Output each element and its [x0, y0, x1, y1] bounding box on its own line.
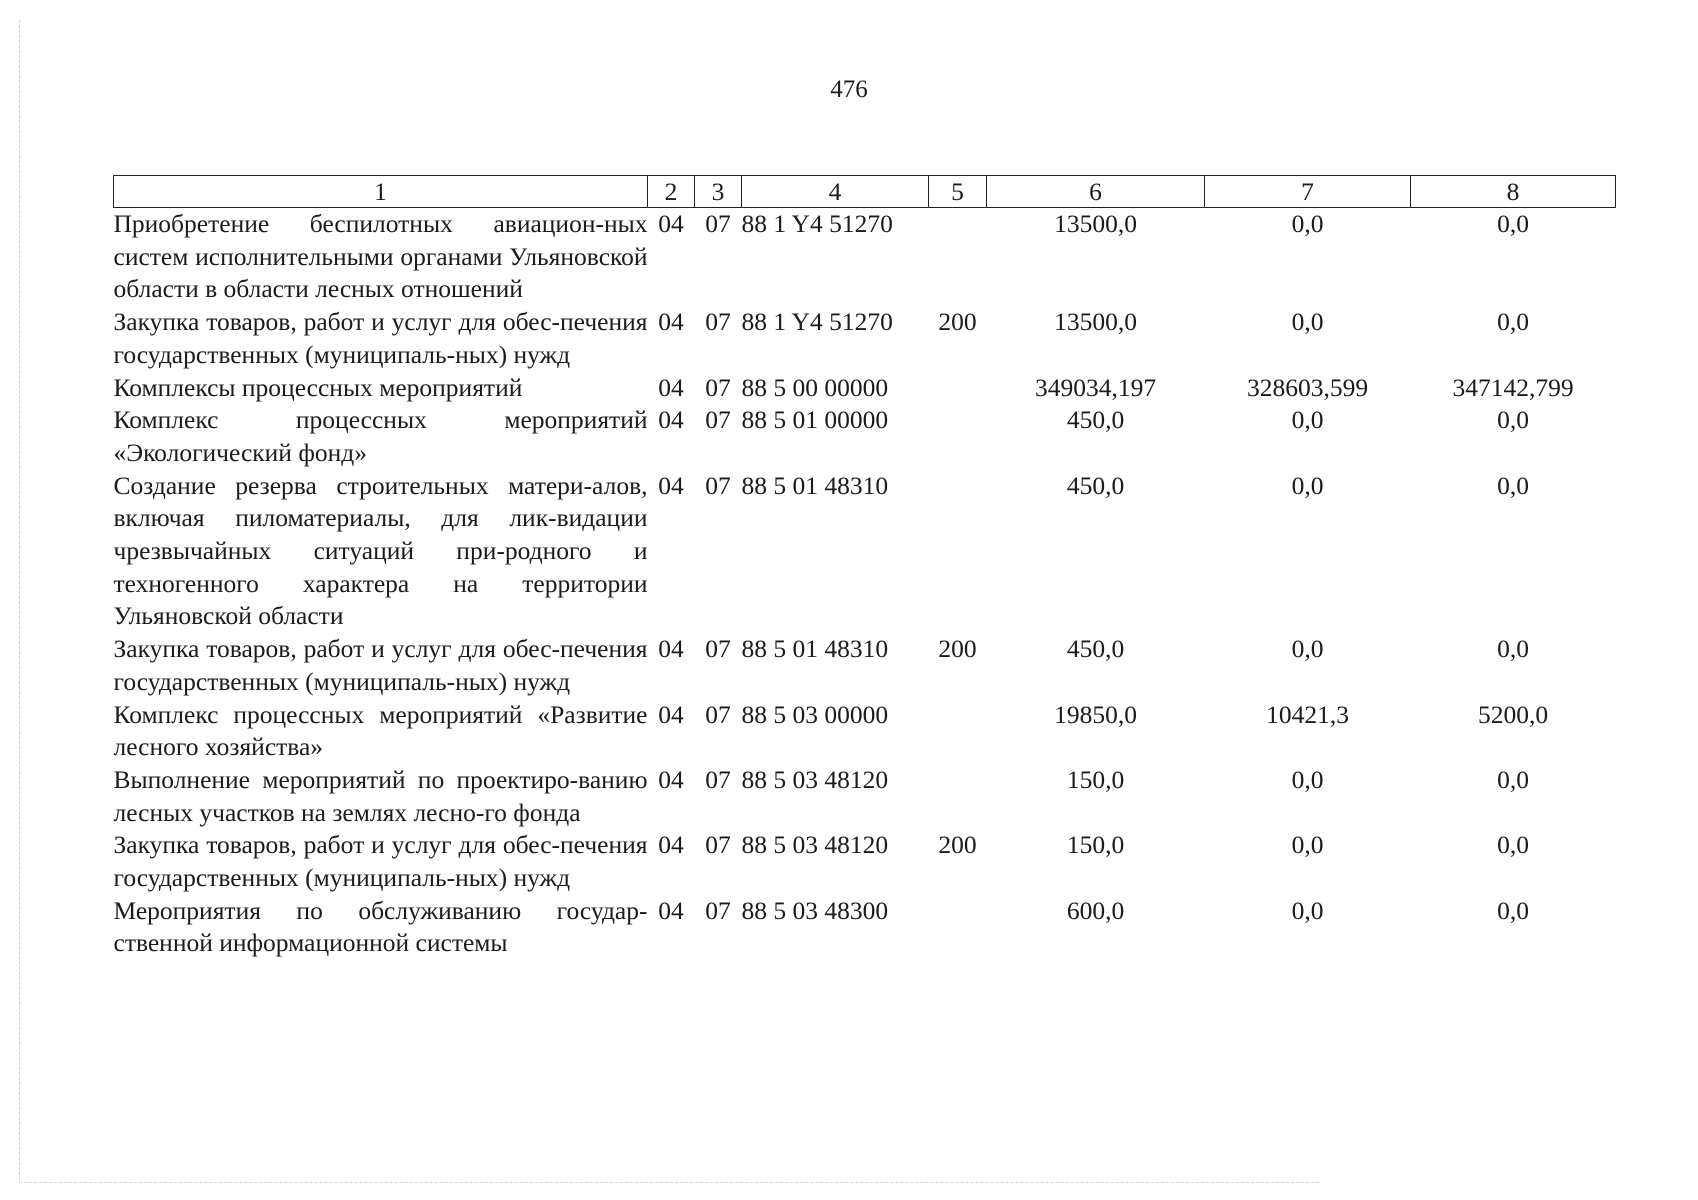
amount-col7: 10421,3 — [1266, 699, 1349, 729]
amount-col6: 450,0 — [1066, 470, 1125, 500]
row-description: Мероприятия по обслуживанию государ-ственной информационной системы — [113, 895, 648, 958]
column-header: 4 — [742, 176, 929, 208]
expense-type-code — [929, 470, 987, 634]
amount-col8: 5200,0 — [1477, 699, 1549, 729]
amount-col8: 0,0 — [1497, 895, 1529, 925]
subsection-code: 07 — [705, 307, 731, 337]
section-code: 04 — [658, 764, 684, 794]
amount-col7: 0,0 — [1291, 470, 1324, 500]
row-description: Закупка товаров, работ и услуг для обес-печения государственных (муниципаль-ных) нужд — [113, 307, 648, 369]
table-row — [114, 699, 1616, 764]
subsection-code: 07 — [705, 895, 731, 925]
amount-col7: 0,0 — [1291, 895, 1324, 925]
expense-type-code: 200 — [938, 830, 977, 860]
subsection-code: 07 — [705, 209, 731, 238]
row-description: Комплекс процессных мероприятий «Развитие лесного хозяйства» — [113, 699, 648, 762]
row-description: Приобретение беспилотных авиацион-ных систем исполнительными органами Ульяновской области в области лесных отношений — [113, 209, 648, 304]
target-article-code: 88 5 01 48310 — [741, 634, 889, 664]
section-code: 04 — [658, 470, 684, 500]
table-row — [114, 208, 1616, 307]
column-header: 3 — [695, 176, 742, 208]
page-number: 476 — [830, 76, 868, 103]
amount-col8: 0,0 — [1497, 634, 1529, 664]
amount-col7: 0,0 — [1291, 634, 1324, 664]
expense-type-code: 200 — [938, 634, 977, 664]
subsection-code: 07 — [705, 470, 731, 500]
target-article-code: 88 1 Y4 51270 — [741, 209, 893, 238]
scan-border-left — [19, 20, 20, 1180]
amount-col6: 19850,0 — [1054, 699, 1137, 729]
amount-col6: 150,0 — [1066, 764, 1125, 794]
amount-col7: 0,0 — [1291, 405, 1324, 435]
column-header: 2 — [648, 176, 695, 208]
column-header: 5 — [929, 176, 987, 208]
table-row — [114, 764, 1616, 829]
target-article-code: 88 5 03 00000 — [741, 699, 889, 729]
row-description: Комплексы процессных мероприятий — [113, 372, 523, 402]
amount-col8: 347142,799 — [1452, 372, 1574, 402]
table-row — [114, 470, 1616, 634]
row-description: Создание резерва строительных матери-алов, включая пиломатериалы, для лик-видации чрезвычайных ситуаций при-родного и техногенного характера на территории Ульяновской области — [113, 470, 648, 631]
table-row — [114, 404, 1616, 469]
subsection-code: 07 — [705, 372, 731, 402]
amount-col7: 0,0 — [1291, 830, 1324, 860]
target-article-code: 88 5 00 00000 — [741, 372, 889, 402]
target-article-code: 88 5 01 00000 — [741, 405, 889, 435]
amount-col6: 450,0 — [1066, 405, 1125, 435]
target-article-code: 88 5 03 48120 — [741, 830, 889, 860]
table-row — [114, 372, 1616, 405]
amount-col6: 150,0 — [1066, 830, 1125, 860]
section-code: 04 — [658, 830, 684, 860]
column-header: 7 — [1205, 176, 1411, 208]
row-description: Закупка товаров, работ и услуг для обес-печения государственных (муниципаль-ных) нужд — [113, 634, 648, 696]
amount-col6: 600,0 — [1066, 895, 1125, 925]
amount-col8: 0,0 — [1497, 405, 1529, 435]
table-row — [114, 895, 1616, 960]
subsection-code: 07 — [705, 699, 731, 729]
amount-col8: 0,0 — [1497, 830, 1529, 860]
row-description: Закупка товаров, работ и услуг для обес-печения государственных (муниципаль-ных) нужд — [113, 830, 648, 893]
table-row — [114, 306, 1616, 371]
subsection-code: 07 — [705, 634, 731, 664]
amount-col7: 328603,599 — [1246, 372, 1369, 402]
expense-type-code — [929, 372, 987, 405]
table-header-row — [114, 176, 1616, 208]
amount-col6: 13500,0 — [1054, 307, 1137, 337]
amount-col6: 450,0 — [1066, 634, 1125, 664]
target-article-code: 88 1 Y4 51270 — [741, 307, 893, 337]
column-header: 1 — [114, 176, 648, 208]
target-article-code: 88 5 03 48120 — [741, 764, 889, 794]
row-description: Комплекс процессных мероприятий «Экологический фонд» — [113, 405, 648, 467]
table-row — [114, 633, 1616, 698]
subsection-code: 07 — [705, 405, 731, 435]
amount-col7: 0,0 — [1291, 764, 1324, 794]
section-code: 04 — [658, 209, 684, 238]
expense-type-code — [929, 699, 987, 764]
target-article-code: 88 5 03 48300 — [741, 895, 889, 925]
expense-type-code — [929, 404, 987, 469]
expense-type-code — [929, 208, 987, 307]
amount-col8: 0,0 — [1497, 470, 1529, 500]
amount-col6: 349034,197 — [1034, 372, 1157, 402]
section-code: 04 — [658, 307, 684, 337]
section-code: 04 — [658, 699, 684, 729]
table-row — [114, 829, 1616, 894]
column-header: 6 — [987, 176, 1205, 208]
expense-type-code: 200 — [938, 307, 977, 337]
subsection-code: 07 — [705, 764, 731, 794]
row-description: Выполнение мероприятий по проектиро-ванию лесных участков на землях лесно-го фонда — [113, 764, 648, 827]
column-header: 8 — [1411, 176, 1616, 208]
budget-table — [113, 175, 1616, 960]
section-code: 04 — [658, 405, 684, 435]
section-code: 04 — [658, 634, 684, 664]
section-code: 04 — [658, 372, 684, 402]
expense-type-code — [929, 895, 987, 960]
expense-type-code — [929, 764, 987, 829]
amount-col8: 0,0 — [1497, 764, 1529, 794]
scan-border-bottom — [19, 1182, 1319, 1183]
amount-col6: 13500,0 — [1054, 209, 1137, 238]
section-code: 04 — [658, 895, 684, 925]
amount-col7: 0,0 — [1291, 209, 1324, 238]
amount-col7: 0,0 — [1291, 307, 1324, 337]
subsection-code: 07 — [705, 830, 731, 860]
amount-col8: 0,0 — [1497, 209, 1529, 238]
target-article-code: 88 5 01 48310 — [741, 470, 889, 500]
amount-col8: 0,0 — [1497, 307, 1529, 337]
